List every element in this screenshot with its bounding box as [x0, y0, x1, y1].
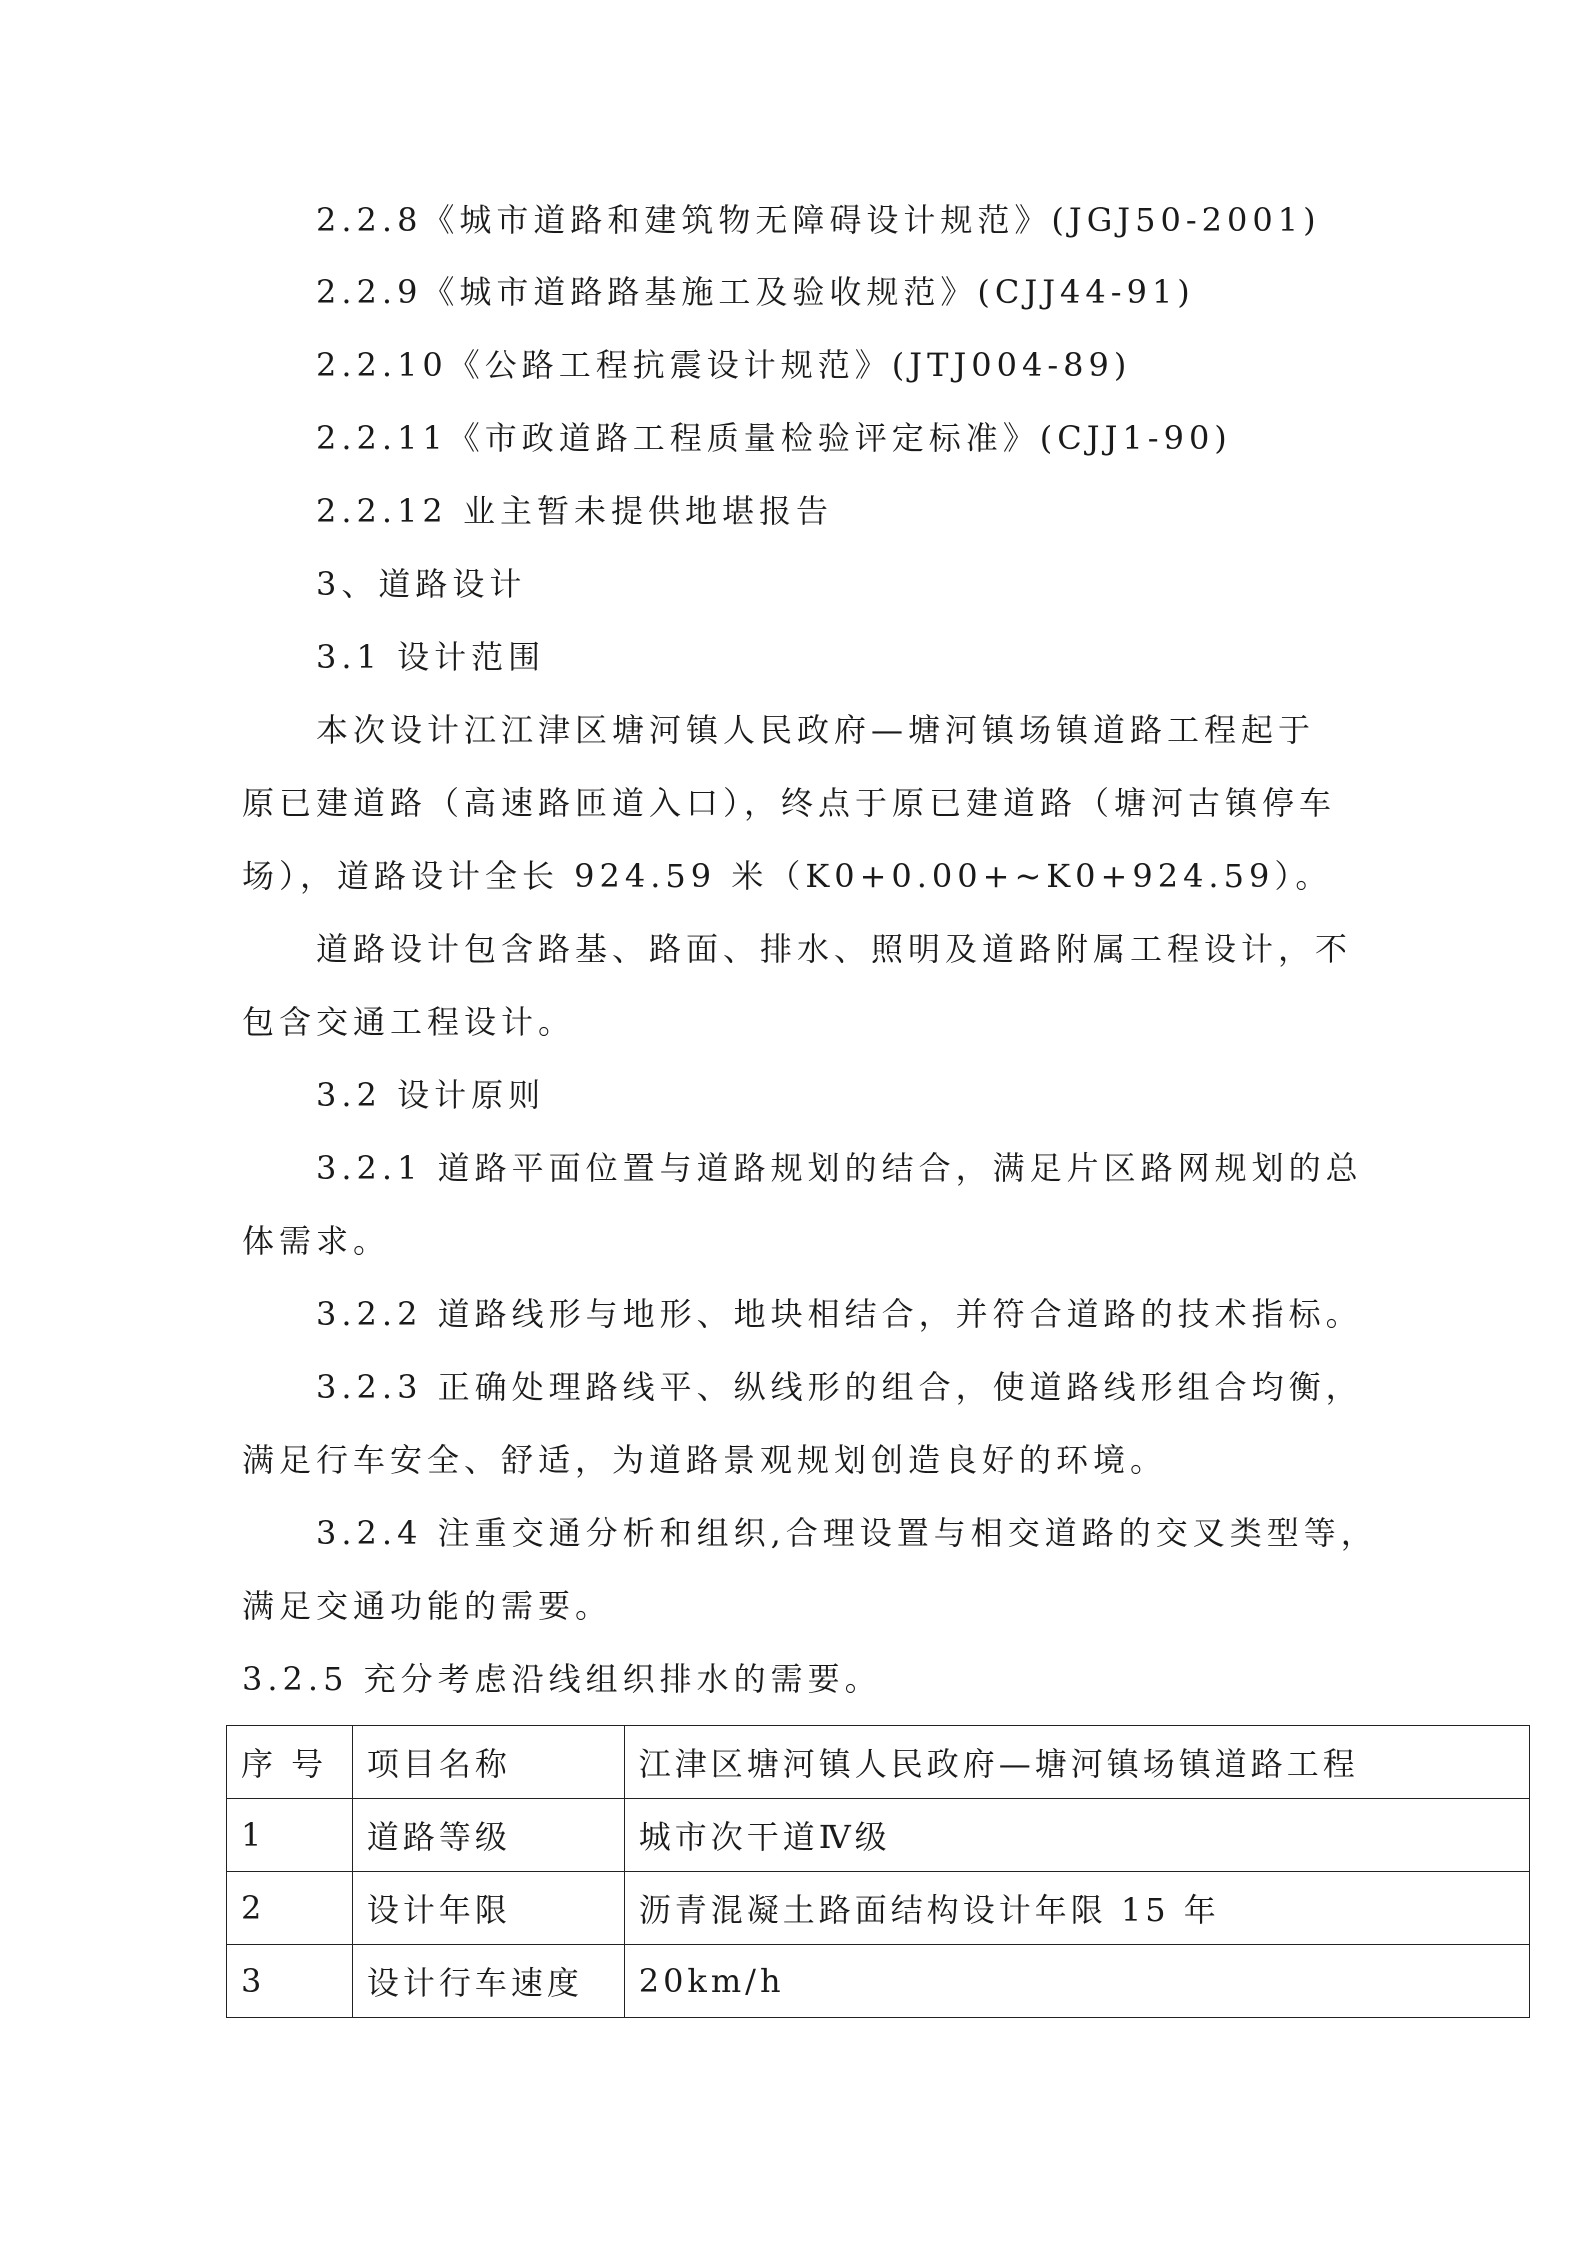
principle-3-2-3-line-2: 满足行车安全、舒适，为道路景观规划创造良好的环境。 [242, 1441, 1168, 1479]
principle-3-2-1-line-1: 3.2.1 道路平面位置与道路规划的结合，满足片区路网规划的总 [316, 1149, 1363, 1187]
scope-paragraph-line-2: 原已建道路（高速路匝道入口），终点于原已建道路（塘河古镇停车 [242, 784, 1337, 822]
principle-3-2-4-line-1: 3.2.4 注重交通分析和组织,合理设置与相交道路的交叉类型等， [316, 1514, 1378, 1552]
design-parameters-table [226, 1725, 1530, 2018]
table-cell: 1 [227, 1799, 353, 1872]
clause-2-2-12: 2.2.12 业主暂未提供地堪报告 [316, 492, 833, 530]
table-row [227, 1945, 1530, 2018]
table-cell: 沥青混凝土路面结构设计年限 15 年 [624, 1872, 1529, 1945]
table-header-cell: 项目名称 [352, 1726, 624, 1799]
scope-paragraph-line-1: 本次设计江江津区塘河镇人民政府—塘河镇场镇道路工程起于 [316, 711, 1316, 749]
clause-2-2-10: 2.2.10《公路工程抗震设计规范》(JTJ004-89) [316, 346, 1132, 384]
principle-3-2-4-line-2: 满足交通功能的需要。 [242, 1587, 613, 1625]
principle-3-2-1-line-2: 体需求。 [242, 1222, 391, 1260]
table-row [227, 1872, 1530, 1945]
table-cell: 20km/h [624, 1945, 1529, 2018]
table-cell: 2 [227, 1872, 353, 1945]
table-row [227, 1799, 1530, 1872]
principle-3-2-2: 3.2.2 道路线形与地形、地块相结合，并符合道路的技术指标。 [316, 1295, 1363, 1333]
clause-2-2-11: 2.2.11《市政道路工程质量检验评定标准》(CJJ1-90) [316, 419, 1232, 457]
table-cell: 3 [227, 1945, 353, 2018]
section-heading-3: 3、道路设计 [316, 565, 527, 603]
principle-3-2-5: 3.2.5 充分考虑沿线组织排水的需要。 [242, 1660, 882, 1698]
table-header-row [227, 1726, 1530, 1799]
principle-3-2-3-line-1: 3.2.3 正确处理路线平、纵线形的组合，使道路线形组合均衡， [316, 1368, 1363, 1406]
scope-paragraph-line-3: 场），道路设计全长 924.59 米（K0+0.00+~K0+924.59）。 [242, 857, 1333, 895]
section-heading-3-2: 3.2 设计原则 [316, 1076, 546, 1114]
clause-2-2-8: 2.2.8《城市道路和建筑物无障碍设计规范》(JGJ50-2001) [316, 201, 1321, 239]
content-paragraph-line-2: 包含交通工程设计。 [242, 1003, 576, 1041]
table-cell: 设计行车速度 [352, 1945, 624, 2018]
table-header-cell: 序 号 [227, 1726, 353, 1799]
table-cell: 道路等级 [352, 1799, 624, 1872]
clause-2-2-9: 2.2.9《城市道路路基施工及验收规范》(CJJ44-91) [316, 273, 1195, 311]
content-paragraph-line-1: 道路设计包含路基、路面、排水、照明及道路附属工程设计，不 [316, 930, 1353, 968]
table-cell: 设计年限 [352, 1872, 624, 1945]
section-heading-3-1: 3.1 设计范围 [316, 638, 546, 676]
table-header-cell: 江津区塘河镇人民政府—塘河镇场镇道路工程 [624, 1726, 1529, 1799]
table-cell: 城市次干道Ⅳ级 [624, 1799, 1529, 1872]
